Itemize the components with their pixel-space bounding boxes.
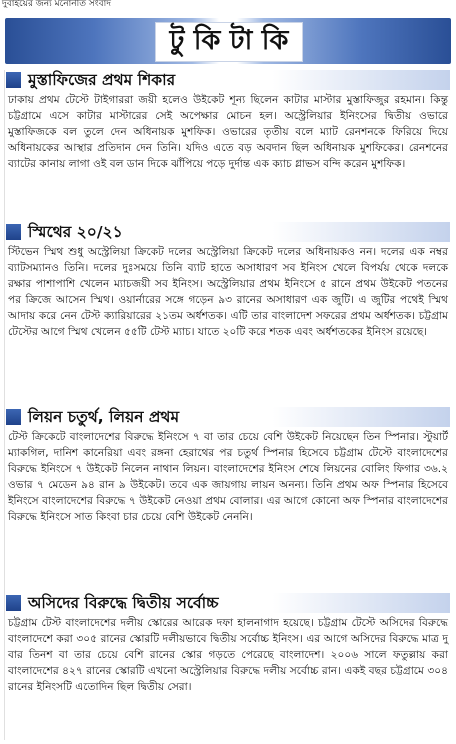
article-headline xyxy=(6,70,450,90)
article-body: টেস্ট ক্রিকেটে বাংলাদেশের বিরুদ্ধে ইনিংসে ৭ বা তার চেয়ে বেশি উইকেট নিয়েছেন তিন স্পিনার। স্টুয়ার্ট ম্যাকগিল, দানিশ কানেরিয়া এবং রঙ্গনা হেরাথের পর চতুর্থ স্পিনার হিসেবে চট্টগ্রাম টেস্টে বাংলাদেশের বিরুদ্ধে ইনিংসে ৭ উইকেট নিলেন নাথান লিয়ন। বাংলাদেশের ইনিংস শেষে লিয়নের বোলিং ফিগার ৩৬.২ ওভার ৭ মেডেন ৯৪ রান ৯ উইকেট। তবে এক জায়গায় লায়ন অনন্য। তিনি প্রথম অফ স্পিনার হিসেবে ইনিংসে বাংলাদেশের বিরুদ্ধে ৭ উইকেট নেওয়া প্রথম বোলার। এর আগে কোনো অফ স্পিনার বাংলাদেশের বিরুদ্ধে ইনিংসে সাত কিংবা চার চেয়ে বেশি উইকেট নেননি। xyxy=(8,431,448,523)
article-body: ঢাকায় প্রথম টেস্টে টাইগাররা জয়ী হলেও উইকেট শূন্য ছিলেন কাটার মাস্টার মুস্তাফিজুর রহমান। কিন্তু চট্টগ্রামে এসে কাটার মাস্টারের সেই অপেক্ষার মোচন হল। অস্ট্রেলিয়ার ইনিংসের দ্বিতীয় ওভারে মুস্তাফিজকে বল তুলে দেন অধিনায়ক মুশফিক। ওভারের তৃতীয় বলে ম্যাট রেনশনকে ফিরিয়ে দিয়ে অধিনায়কের আস্থার প্রতিদান দেন তিনি। যদিও এতে বড় অবদান ছিল অধিনায়ক মুশফিকের। রেনশনের ব্যাটের কানায় লাগা ওই বল ডান দিকে ঝাঁপিয়ে পড়ে দুর্দান্ত এক ক্যাচ গ্লাভস বন্দি করেন মুশফিক। xyxy=(8,94,448,170)
headline-text: স্মিথের ২০/২১ xyxy=(28,223,123,241)
column-rule xyxy=(4,70,5,740)
article-lyon xyxy=(6,407,450,525)
headline-text: মুস্তাফিজের প্রথম শিকার xyxy=(28,71,176,89)
section-title: টু কি টা কি xyxy=(155,22,303,62)
headline-marker-icon xyxy=(6,595,21,611)
article-body: স্টিভেন স্মিথ শুধু অস্ট্রেলিয়া ক্রিকেট দলের অস্ট্রেলিয়া ক্রিকেট দলের অধিনায়কও নন। দলের এক নম্বর ব্যাটসম্যানও তিনি। দলের দুঃসময়ে তিনি ব্যাট হাতে অসাধারণ সব ইনিংস খেলে বিপর্যয় থেকে দলকে রক্ষার পাশাপাশি খেলেন ম্যাচজয়ী সব ইনিংস। অস্ট্রেলিয়ার প্রথম ইনিংসে ৫ রানে প্রথম উইকেট পতনের পর ক্রিজে আসেন স্মিথ। ওয়ার্নারের সঙ্গে গড়েন ৯৩ রানের অসাধারণ এক জুটি। এ জুটির পথেই স্মিথ আদায় করে নেন টেস্ট ক্যারিয়ারের ২১তম অর্ধশতক। এটি তার বাংলাদেশ সফরের প্রথম অর্ধশতক। চট্টগ্রাম টেস্টের আগে স্মিথ খেলেন ৫৫টি টেস্ট ম্যাচ। যাতে ২০টি করে শতক এবং অর্ধশতকের ইনিংস রয়েছে। xyxy=(8,246,448,338)
headline-text: অসিদের বিরুদ্ধে দ্বিতীয় সর্বোচ্চ xyxy=(28,594,219,612)
article-headline xyxy=(6,222,450,242)
top-strip-text: দুবাইয়ের জন্য মনোনীত সংবাদ xyxy=(2,0,111,9)
article-body: চট্টগ্রাম টেস্ট বাংলাদেশের দলীয় স্কোরের আরেক দফা হালনাগাদ হয়েছে। চট্টগ্রাম টেস্টে অসিদের বিরুদ্ধে বাংলাদেশে করা ৩০৫ রানের স্কোরটি দলীয়ভাবে দ্বিতীয় সর্বোচ্চ ইনিংস। এর আগে অসিদের বিরুদ্ধে মাত্র দু বার তিনশ বা তার চেয়ে বেশি রানের স্কোর গড়তে পেরেছে বাংলাদেশ। ২০০৬ সালে ফতুল্লায় করা বাংলাদেশের ৪২৭ রানের স্কোরটি এখনো অস্ট্রেলিয়ার বিরুদ্ধে দলীয় সর্বোচ্চ রান। একই বছর চট্টগ্রামে ৩০৪ রানের ইনিংসটি এতোদিন ছিল দ্বিতীয় সেরা। xyxy=(8,617,448,693)
article-second-highest xyxy=(6,593,450,695)
article-headline xyxy=(6,407,450,427)
headline-marker-icon xyxy=(6,409,21,425)
article-smith xyxy=(6,222,450,340)
section-banner xyxy=(5,18,451,64)
article-headline xyxy=(6,593,450,613)
headline-marker-icon xyxy=(6,224,21,240)
headline-text: লিয়ন চতুর্থ, লিয়ন প্রথম xyxy=(28,408,180,426)
article-mustafiz xyxy=(6,70,450,172)
headline-marker-icon xyxy=(6,72,21,88)
